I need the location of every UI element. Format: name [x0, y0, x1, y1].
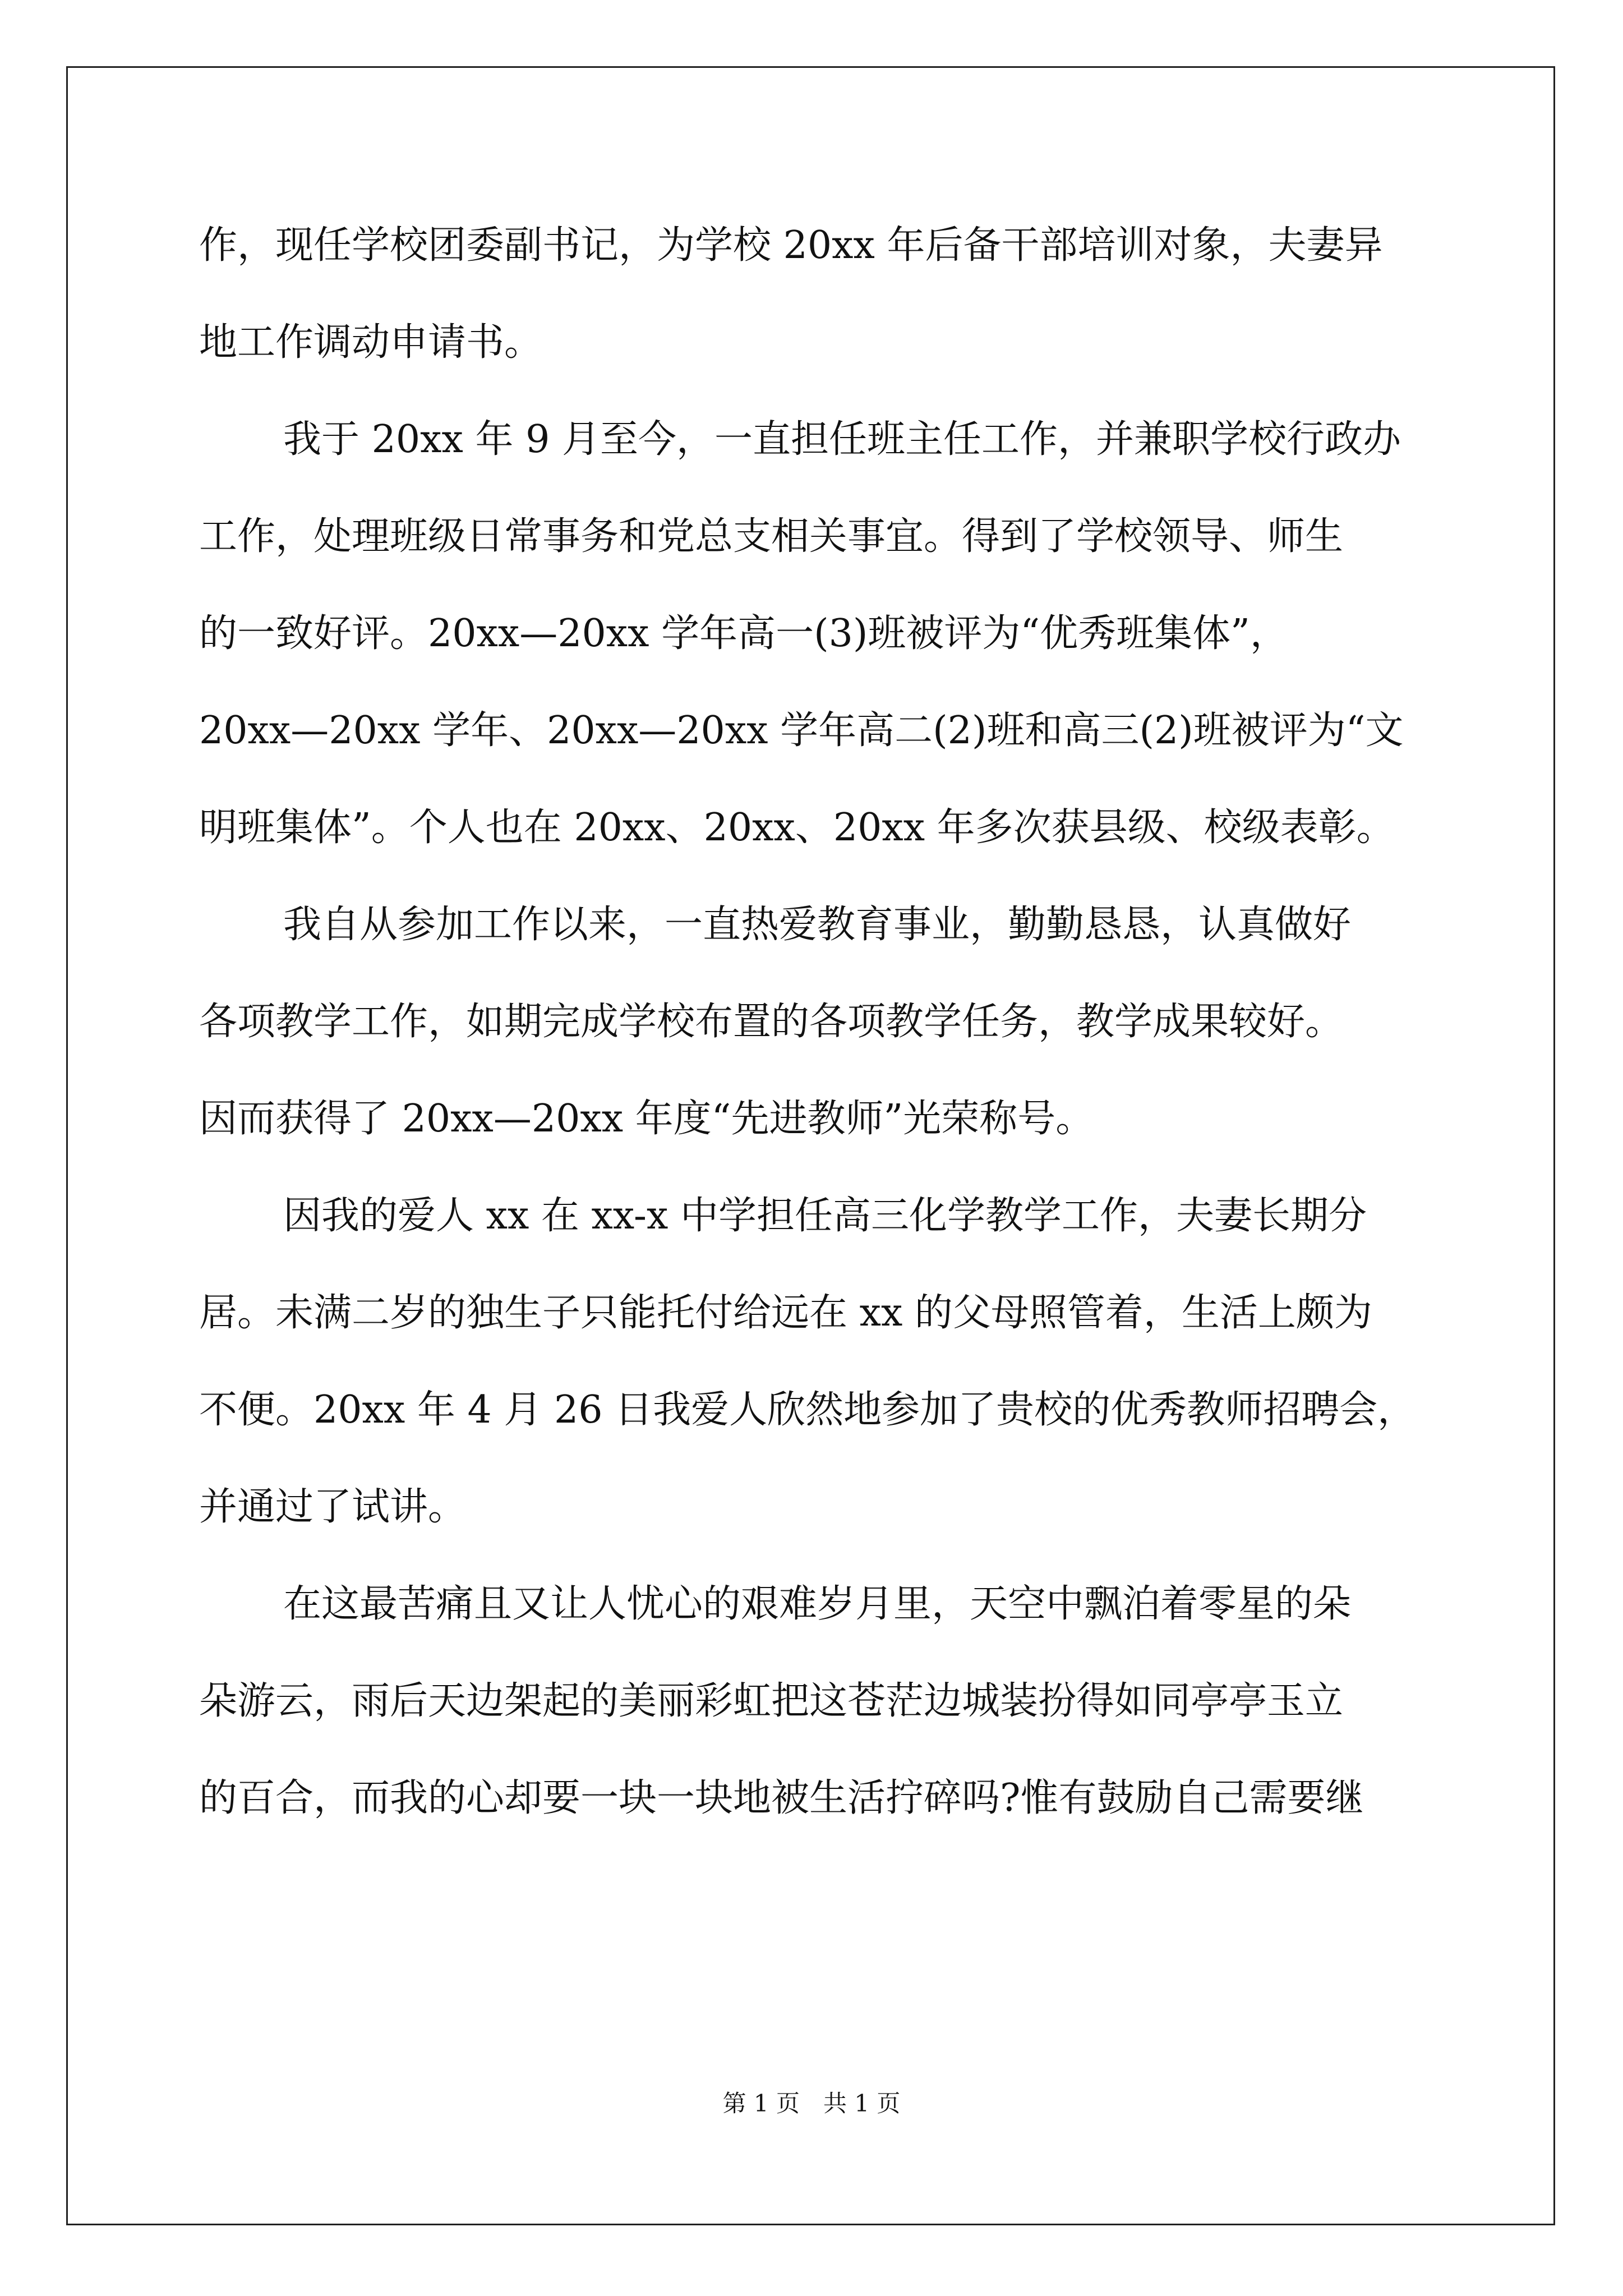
text-line: 作，现任学校团委副书记，为学校 20xx 年后备干部培训对象，夫妻异 — [199, 223, 1383, 268]
text-line: 的一致好评。20xx—20xx 学年高一(3)班被评为“优秀班集体”， — [199, 611, 1288, 656]
text-line: 因而获得了 20xx—20xx 年度“先进教师”光荣称号。 — [199, 1097, 1094, 1141]
text-line: 的百合，而我的心却要一块一块地被生活拧碎吗?惟有鼓励自己需要继 — [199, 1776, 1364, 1820]
text-line: 各项教学工作，如期完成学校布置的各项教学任务，教学成果较好。 — [199, 1000, 1344, 1044]
page-footer — [0, 2087, 1623, 2120]
text-line: 不便。20xx 年 4 月 26 日我爱人欣然地参加了贵校的优秀教师招聘会， — [199, 1388, 1416, 1432]
text-line: 并通过了试讲。 — [199, 1485, 467, 1529]
page-number-label: 第 1 页 共 1 页 — [722, 2090, 901, 2117]
text-line: 朵游云，雨后天边架起的美丽彩虹把这苍茫边城装扮得如同亭亭玉立 — [199, 1679, 1344, 1723]
paragraph-start-line: 我自从参加工作以来，一直热爱教育事业，勤勤恳恳，认真做好 — [283, 903, 1352, 947]
paragraph-start-line: 在这最苦痛且又让人忧心的艰难岁月里，天空中飘泊着零星的朵 — [283, 1582, 1352, 1626]
paragraph-start-line: 我于 20xx 年 9 月至今，一直担任班主任工作，并兼职学校行政办 — [283, 417, 1401, 462]
text-line: 20xx—20xx 学年、20xx—20xx 学年高二(2)班和高三(2)班被评为“文 — [199, 708, 1404, 753]
document-body — [199, 218, 1422, 1867]
text-line: 居。未满二岁的独生子只能托付给远在 xx 的父母照管着，生活上颇为 — [199, 1291, 1372, 1335]
text-line: 地工作调动申请书。 — [199, 320, 543, 365]
text-line: 工作，处理班级日常事务和党总支相关事宜。得到了学校领导、师生 — [199, 514, 1344, 559]
text-line: 明班集体”。个人也在 20xx、20xx、20xx 年多次获县级、校级表彰。 — [199, 806, 1395, 850]
paragraph-start-line: 因我的爱人 xx 在 xx-x 中学担任高三化学教学工作，夫妻长期分 — [283, 1194, 1367, 1238]
